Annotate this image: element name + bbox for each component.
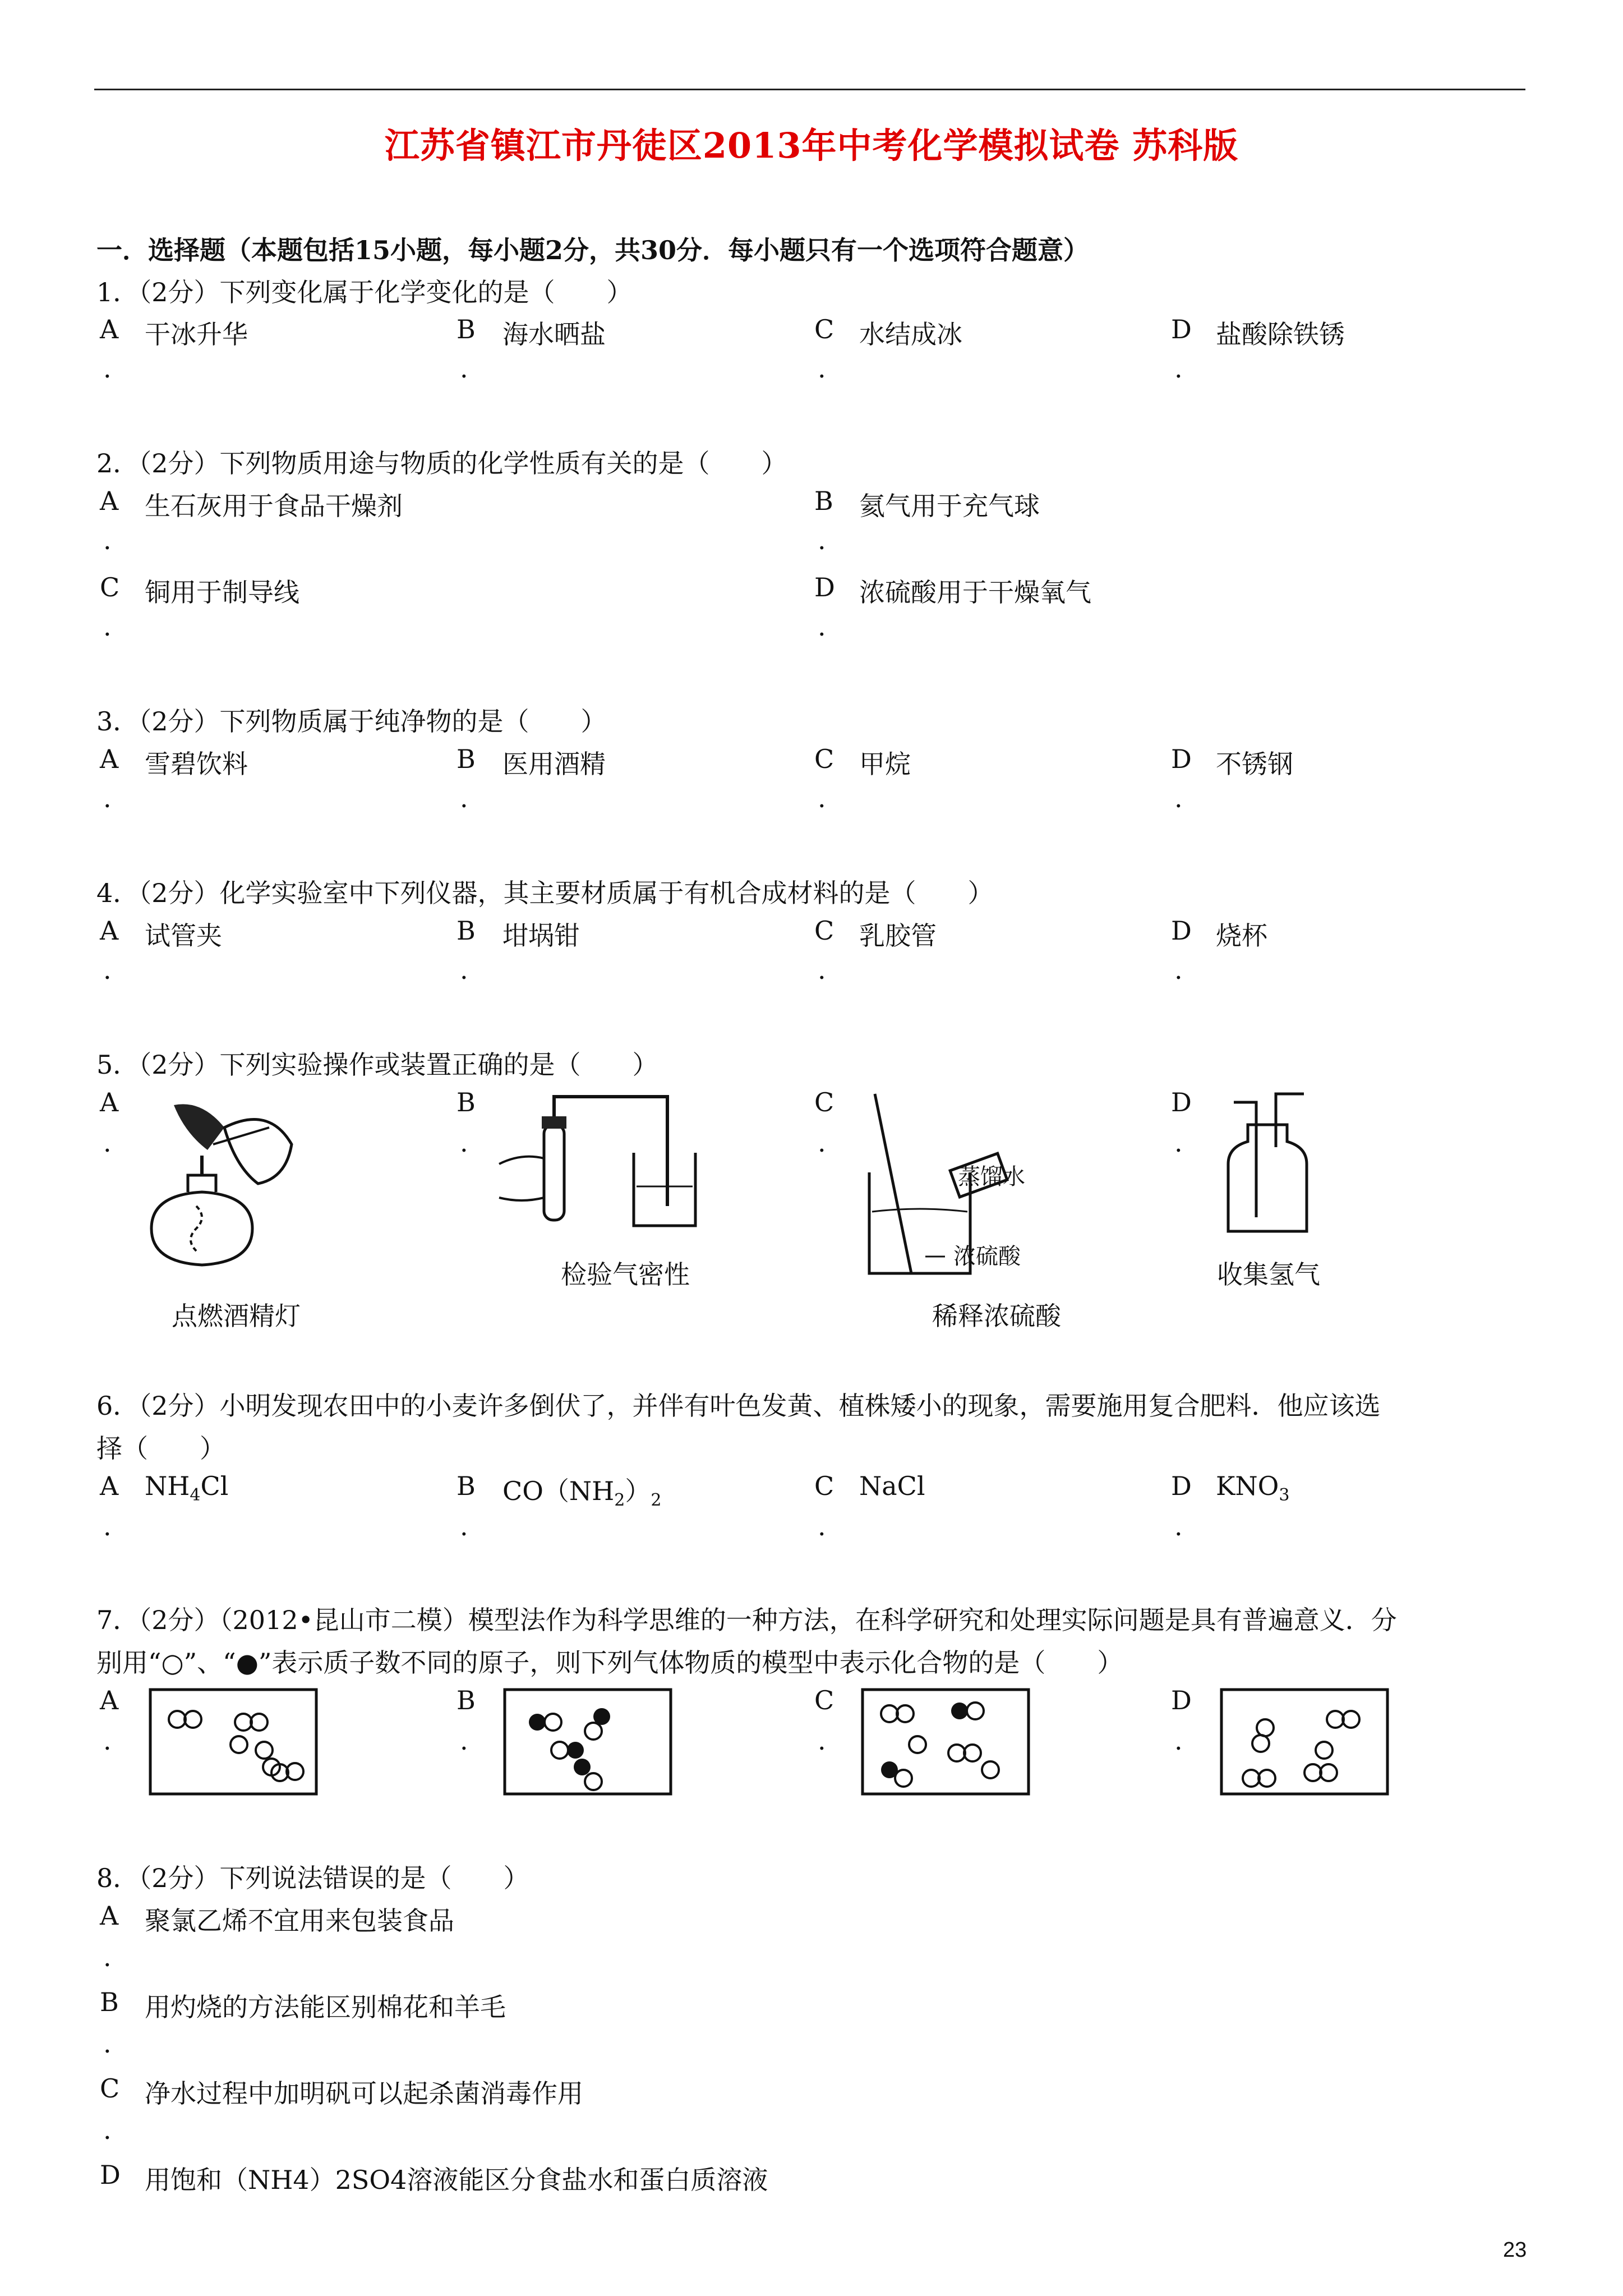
option-text: 聚氯乙烯不宜用来包装食品 — [145, 1906, 454, 1936]
option-letter: C — [100, 572, 120, 602]
option-dot: . — [103, 1511, 112, 1542]
option-text: 浓硫酸用于干燥氧气 — [859, 577, 1091, 608]
option-letter: A — [100, 1685, 119, 1715]
option-text: 不锈钢 — [1216, 749, 1293, 779]
option-letter: D — [814, 572, 835, 602]
option-text: 试管夹 — [145, 921, 222, 951]
option-dot: . — [818, 1726, 826, 1756]
question-2-stem: 2．（2分）下列物质用途与物质的化学性质有关的是（ ） — [96, 448, 787, 478]
option-dot: . — [818, 525, 826, 555]
option-letter: B — [457, 1685, 476, 1715]
option-letter: C — [814, 1471, 834, 1501]
option-formula: $CO(NH_2)_2$ — [502, 1476, 662, 1511]
option-text: 乳胶管 — [859, 921, 937, 951]
option-letter: B — [457, 1087, 476, 1117]
option-text: 烧杯 — [1216, 921, 1267, 951]
molecule-model-b — [504, 1688, 672, 1795]
option-text: 干冰升华 — [145, 319, 248, 349]
question-4-stem: 4．（2分）化学实验室中下列仪器，其主要材质属于有机合成材料的是（ ） — [96, 878, 994, 908]
option-letter: B — [457, 1471, 476, 1501]
option-dot: . — [103, 525, 112, 555]
option-letter: C — [814, 314, 834, 344]
option-letter: D — [100, 2160, 121, 2190]
option-dot: . — [460, 783, 468, 813]
option-dot: . — [1174, 955, 1183, 985]
option-dot: . — [103, 2115, 112, 2145]
option-dot: . — [103, 1942, 112, 1972]
option-dot: . — [1174, 783, 1183, 813]
option-dot: . — [818, 783, 826, 813]
question-7-stem-line2: 别用“○”、“●”表示质子数不同的原子，则下列气体物质的模型中表示化合物的是（ ） — [96, 1648, 1123, 1678]
option-text: 用灼烧的方法能区别棉花和羊毛 — [145, 1992, 506, 2022]
option-letter: D — [1171, 1685, 1192, 1715]
option-dot: . — [460, 1726, 468, 1756]
option-letter: B — [457, 915, 476, 946]
option-letter: C — [814, 915, 834, 946]
option-letter: B — [814, 486, 833, 516]
option-dot: . — [460, 955, 468, 985]
option-dot: . — [1174, 353, 1183, 384]
option-letter: B — [457, 744, 476, 774]
option-letter: D — [1171, 1087, 1192, 1117]
molecule-model-d — [1220, 1688, 1389, 1795]
option-letter: D — [1171, 314, 1192, 344]
option-dot: . — [103, 1128, 112, 1158]
page-title: 江苏省镇江市丹徒区2013年中考化学模拟试卷 苏科版 — [384, 125, 1239, 166]
figure-label: 蒸馏水 — [958, 1164, 1025, 1190]
figure-caption: 收集氢气 — [1217, 1259, 1320, 1290]
option-letter: A — [100, 744, 119, 774]
option-letter: A — [100, 1087, 119, 1117]
option-dot: . — [460, 1511, 468, 1542]
option-letter: D — [1171, 1471, 1192, 1501]
gas-bottle-figure — [1211, 1091, 1324, 1237]
option-dot: . — [1174, 1726, 1183, 1756]
option-text: 坩埚钳 — [502, 921, 580, 951]
option-letter: A — [100, 314, 119, 344]
molecule-model-c — [861, 1688, 1030, 1795]
option-dot: . — [818, 1128, 826, 1158]
figure-label: 浓硫酸 — [953, 1244, 1021, 1269]
option-dot: . — [818, 1511, 826, 1542]
option-text: 医用酒精 — [502, 749, 606, 779]
option-letter: C — [100, 2073, 120, 2104]
option-letter: C — [814, 744, 834, 774]
gas-tightness-figure — [499, 1091, 712, 1237]
option-letter: B — [457, 314, 476, 344]
option-dot: . — [103, 955, 112, 985]
option-dot: . — [818, 611, 826, 642]
option-text: 净水过程中加明矾可以起杀菌消毒作用 — [145, 2078, 583, 2109]
question-7-stem-line1: 7．（2分）（2012•昆山市二模）模型法作为科学思维的一种方法，在科学研究和处理实际问题是具有普遍意义．分 — [96, 1605, 1397, 1635]
option-dot: . — [103, 1726, 112, 1756]
option-letter: C — [814, 1685, 834, 1715]
option-text: 水结成冰 — [859, 319, 962, 349]
figure-caption: 点燃酒精灯 — [172, 1301, 301, 1331]
header-rule — [94, 89, 1525, 90]
option-formula: $NH_4Cl$ — [145, 1471, 229, 1506]
question-6-stem-line1: 6．（2分）小明发现农田中的小麦许多倒伏了，并伴有叶色发黄、植株矮小的现象，需要施用复合肥料．他应该选 — [96, 1391, 1381, 1421]
figure-caption: 稀释浓硫酸 — [932, 1301, 1061, 1331]
option-text: 盐酸除铁锈 — [1216, 319, 1345, 349]
option-formula: NaCl — [859, 1471, 925, 1501]
option-dot: . — [1174, 1128, 1183, 1158]
section-heading: 一．选择题（本题包括15小题，每小题2分，共30分．每小题只有一个选项符合题意） — [96, 235, 1090, 265]
option-letter: A — [100, 486, 119, 516]
option-text: 用饱和（NH4）2SO4溶液能区分食盐水和蛋白质溶液 — [145, 2165, 768, 2195]
option-dot: . — [103, 611, 112, 642]
option-text: 生石灰用于食品干燥剂 — [145, 491, 403, 521]
question-8-stem: 8．（2分）下列说法错误的是（ ） — [96, 1863, 529, 1893]
figure-caption: 检验气密性 — [561, 1259, 690, 1290]
option-dot: . — [103, 2028, 112, 2059]
option-text: 甲烷 — [859, 749, 911, 779]
option-text: 氦气用于充气球 — [859, 491, 1040, 521]
molecule-model-a — [149, 1688, 317, 1795]
option-dot: . — [103, 353, 112, 384]
option-text: 雪碧饮料 — [145, 749, 248, 779]
page-number: 23 — [1503, 2238, 1527, 2262]
option-letter: D — [1171, 744, 1192, 774]
question-1-stem: 1．（2分）下列变化属于化学变化的是（ ） — [96, 277, 633, 307]
option-dot: . — [460, 353, 468, 384]
option-letter: A — [100, 1901, 119, 1931]
option-letter: B — [100, 1987, 119, 2017]
option-letter: C — [814, 1087, 834, 1117]
option-dot: . — [1174, 1511, 1183, 1542]
alcohol-lamp-lighting-figure — [140, 1094, 308, 1279]
option-dot: . — [460, 1128, 468, 1158]
question-5-stem: 5．（2分）下列实验操作或装置正确的是（ ） — [96, 1050, 658, 1080]
option-letter: D — [1171, 915, 1192, 946]
question-6-stem-line2: 择（ ） — [96, 1433, 225, 1464]
option-letter: A — [100, 1471, 119, 1501]
option-formula: $KNO_3$ — [1216, 1471, 1290, 1506]
option-letter: A — [100, 915, 119, 946]
option-dot: . — [818, 353, 826, 384]
option-dot: . — [103, 783, 112, 813]
option-text: 铜用于制导线 — [145, 577, 299, 608]
option-text: 海水晒盐 — [502, 319, 606, 349]
question-3-stem: 3．（2分）下列物质属于纯净物的是（ ） — [96, 706, 607, 737]
option-dot: . — [818, 955, 826, 985]
